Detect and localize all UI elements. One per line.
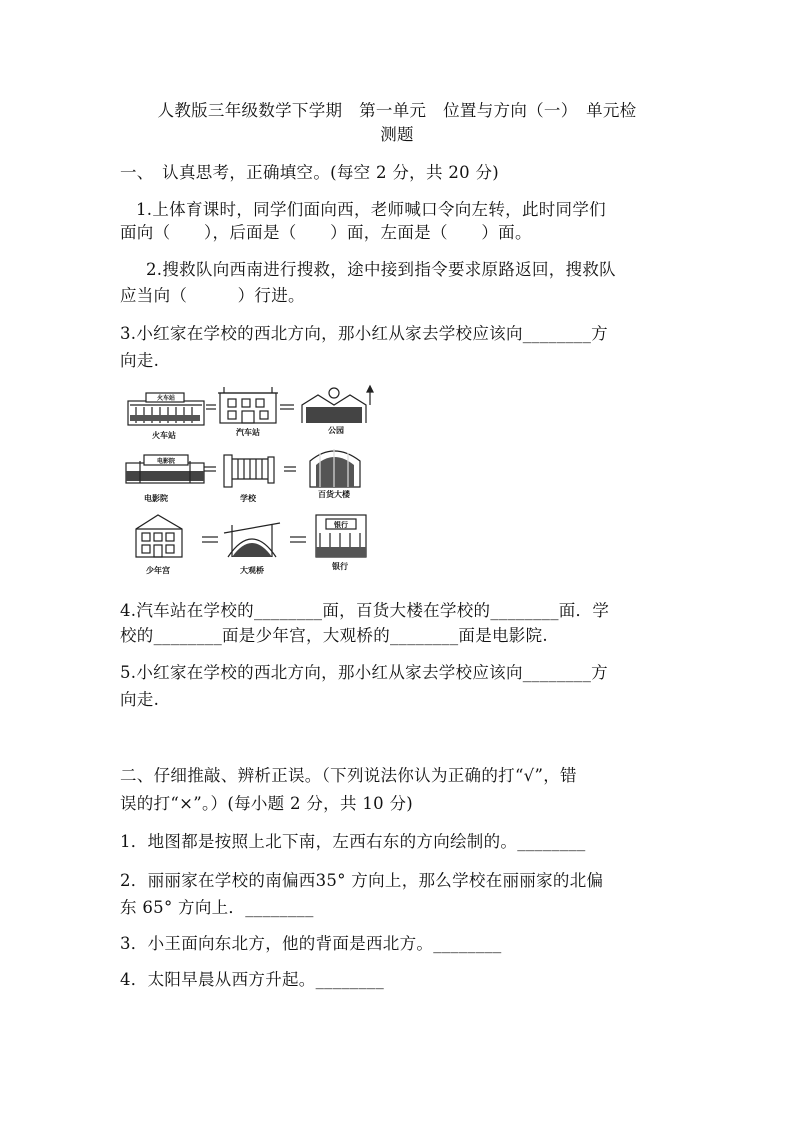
- label-bridge: 大观桥: [240, 566, 264, 575]
- bank-sign: 银行: [334, 521, 348, 529]
- s2-q1: 1．地图都是按照上北下南，左西右东的方向绘制的。________: [120, 832, 586, 851]
- q5-line-2: 向走.: [120, 690, 160, 709]
- school-gate-icon: [224, 455, 274, 487]
- q2-line-2: 应当向（ ）行进。: [120, 286, 305, 305]
- department-store-icon: [310, 449, 360, 487]
- q1-line-1: 1.上体育课时，同学们面向西，老师喊口令向左转，此时同学们: [136, 200, 606, 219]
- s2-q2-line-1: 2．丽丽家在学校的南偏西35° 方向上，那么学校在丽丽家的北偏: [120, 871, 604, 890]
- label-youth-palace: 少年宫: [146, 566, 170, 575]
- label-bank: 银行: [332, 562, 348, 571]
- q5-line-1: 5.小红家在学校的西北方向，那小红从家去学校应该向________方: [120, 663, 608, 682]
- train-station-sign: 火车站: [156, 395, 176, 402]
- bus-station-icon: [218, 387, 278, 423]
- q4-line-1: 4.汽车站在学校的________面，百货大楼在学校的________面．学: [120, 601, 610, 620]
- title-line-1: 人教版三年级数学下学期 第一单元 位置与方向（一） 单元检: [157, 101, 637, 120]
- bridge-icon: [224, 523, 280, 557]
- s2-q2-line-2: 东 65° 方向上．________: [120, 898, 314, 917]
- q3-line-2: 向走.: [120, 351, 160, 370]
- s2-q4: 4．太阳早晨从西方升起。________: [120, 970, 384, 989]
- q2-line-1: 2.搜救队向西南进行搜救，途中接到指令要求原路返回，搜救队: [146, 260, 616, 279]
- park-gate-icon: [302, 388, 366, 423]
- youth-palace-icon: [136, 515, 182, 557]
- north-arrow-icon: [367, 386, 373, 405]
- s2-q3: 3．小王面向东北方，他的背面是西北方。________: [120, 934, 502, 953]
- title-line-2: 测题: [380, 125, 414, 144]
- section2-heading-line-2: 误的打“×”。）(每小题 2 分，共 10 分): [120, 794, 413, 813]
- label-park: 公园: [328, 426, 344, 435]
- q4-line-2: 校的________面是少年宫，大观桥的________面是电影院.: [120, 626, 548, 645]
- label-department-store: 百货大楼: [318, 490, 350, 499]
- label-bus-station: 汽车站: [236, 428, 260, 437]
- location-map-figure: [120, 383, 380, 583]
- label-train-station: 火车站: [152, 431, 176, 440]
- section2-heading-line-1: 二、仔细推敲、辨析正误。（下列说法你认为正确的打“√”，错: [120, 766, 577, 785]
- label-school: 学校: [240, 494, 256, 503]
- q1-line-2: 面向（ ），后面是（ ）面，左面是（ ）面。: [120, 223, 532, 242]
- label-cinema: 电影院: [144, 494, 168, 503]
- section1-heading: 一、 认真思考，正确填空。(每空 2 分，共 20 分): [120, 163, 499, 182]
- q3-line-1: 3.小红家在学校的西北方向，那小红从家去学校应该向________方: [120, 324, 608, 343]
- cinema-sign: 电影院: [156, 458, 176, 465]
